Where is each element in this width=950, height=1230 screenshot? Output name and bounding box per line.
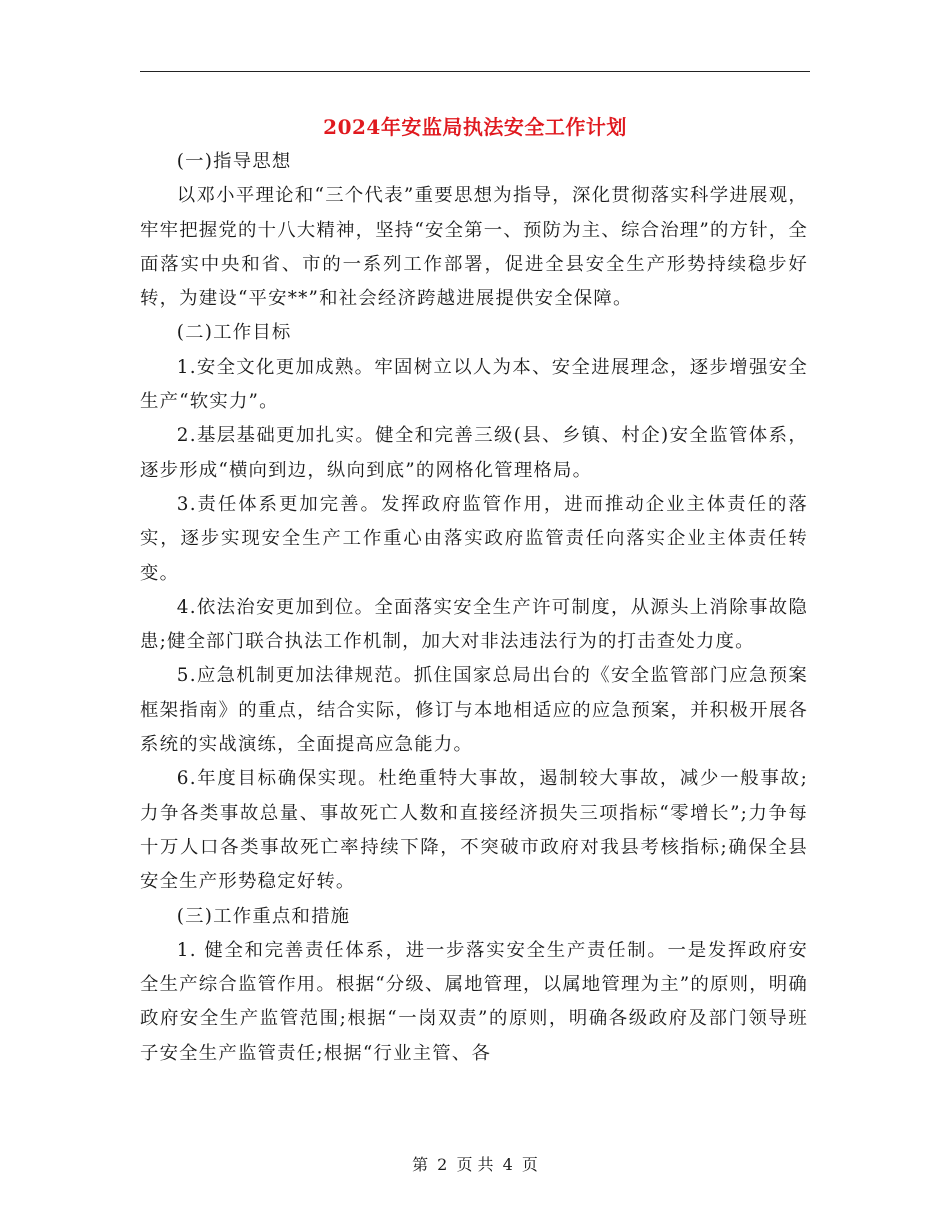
- section-heading-work-goals: (二)工作目标: [176, 322, 292, 344]
- paragraph-goal-4: 4.依法治安更加到位。全面落实安全生产许可制度，从源头上消除事故隐患;健全部门联合执法工作机制，加大对非法违法行为的打击查处力度。: [140, 596, 808, 653]
- paragraph-guiding-ideology: 以邓小平理论和“三个代表”重要思想为指导，深化贯彻落实科学进展观，牢牢把握党的十八大精神，坚持“安全第一、预防为主、综合治理”的方针，全面落实中央和省、市的一系列工作部署，促进全县安全生产形势持续稳步好转，为建设“平安**”和社会经济跨越进展提供安全保障。: [140, 185, 808, 310]
- paragraph-goal-2: 2.基层基础更加扎实。健全和完善三级(县、乡镇、村企)安全监管体系，逐步形成“横向到边，纵向到底”的网格化管理格局。: [140, 425, 808, 481]
- paragraph-goal-6: 6.年度目标确保实现。杜绝重特大事故，遏制较大事故，减少一般事故;力争各类事故总量、事故死亡人数和直接经济损失三项指标“零增长”;力争每十万人口各类事故死亡率持续下降，不突破市政府对我县考核指标;确保全县安全生产形势稳定好转。: [140, 768, 808, 893]
- document-title: 2024年安监局执法安全工作计划: [323, 115, 627, 139]
- paragraph-goal-3: 3.责任体系更加完善。发挥政府监管作用，进而推动企业主体责任的落实，逐步实现安全生产工作重心由落实政府监管责任向落实企业主体责任转变。: [140, 493, 808, 584]
- paragraph-measure-1: 1. 健全和完善责任体系，进一步落实安全生产责任制。一是发挥政府安全生产综合监管作用。根据“分级、属地管理，以属地管理为主”的原则，明确政府安全生产监管范围;根据“一岗双责”的原则，明确各级政府及部门领导班子安全生产监管责任;根据“行业主管、各: [140, 939, 808, 1064]
- footer-total-pages: 4: [502, 1155, 513, 1174]
- paragraph-goal-5: 5.应急机制更加法律规范。抓住国家总局出台的《安全监管部门应急预案框架指南》的重点，结合实际，修订与本地相适应的应急预案，并积极开展各系统的实战演练，全面提高应急能力。: [140, 665, 808, 756]
- footer-suffix: 页: [521, 1155, 538, 1174]
- paragraph-goal-1: 1.安全文化更加成熟。牢固树立以人为本、安全进展理念，逐步增强安全生产“软实力”。: [140, 356, 808, 413]
- footer-page-number: 2: [437, 1155, 448, 1174]
- footer-prefix: 第: [412, 1155, 429, 1174]
- section-heading-guiding-ideology: (一)指导思想: [176, 151, 292, 172]
- header-rule: [140, 71, 810, 72]
- document-body: [140, 145, 808, 1071]
- page-footer: [140, 1152, 810, 1178]
- footer-middle: 页 共: [456, 1155, 494, 1174]
- section-heading-key-measures: (三)工作重点和措施: [176, 905, 351, 927]
